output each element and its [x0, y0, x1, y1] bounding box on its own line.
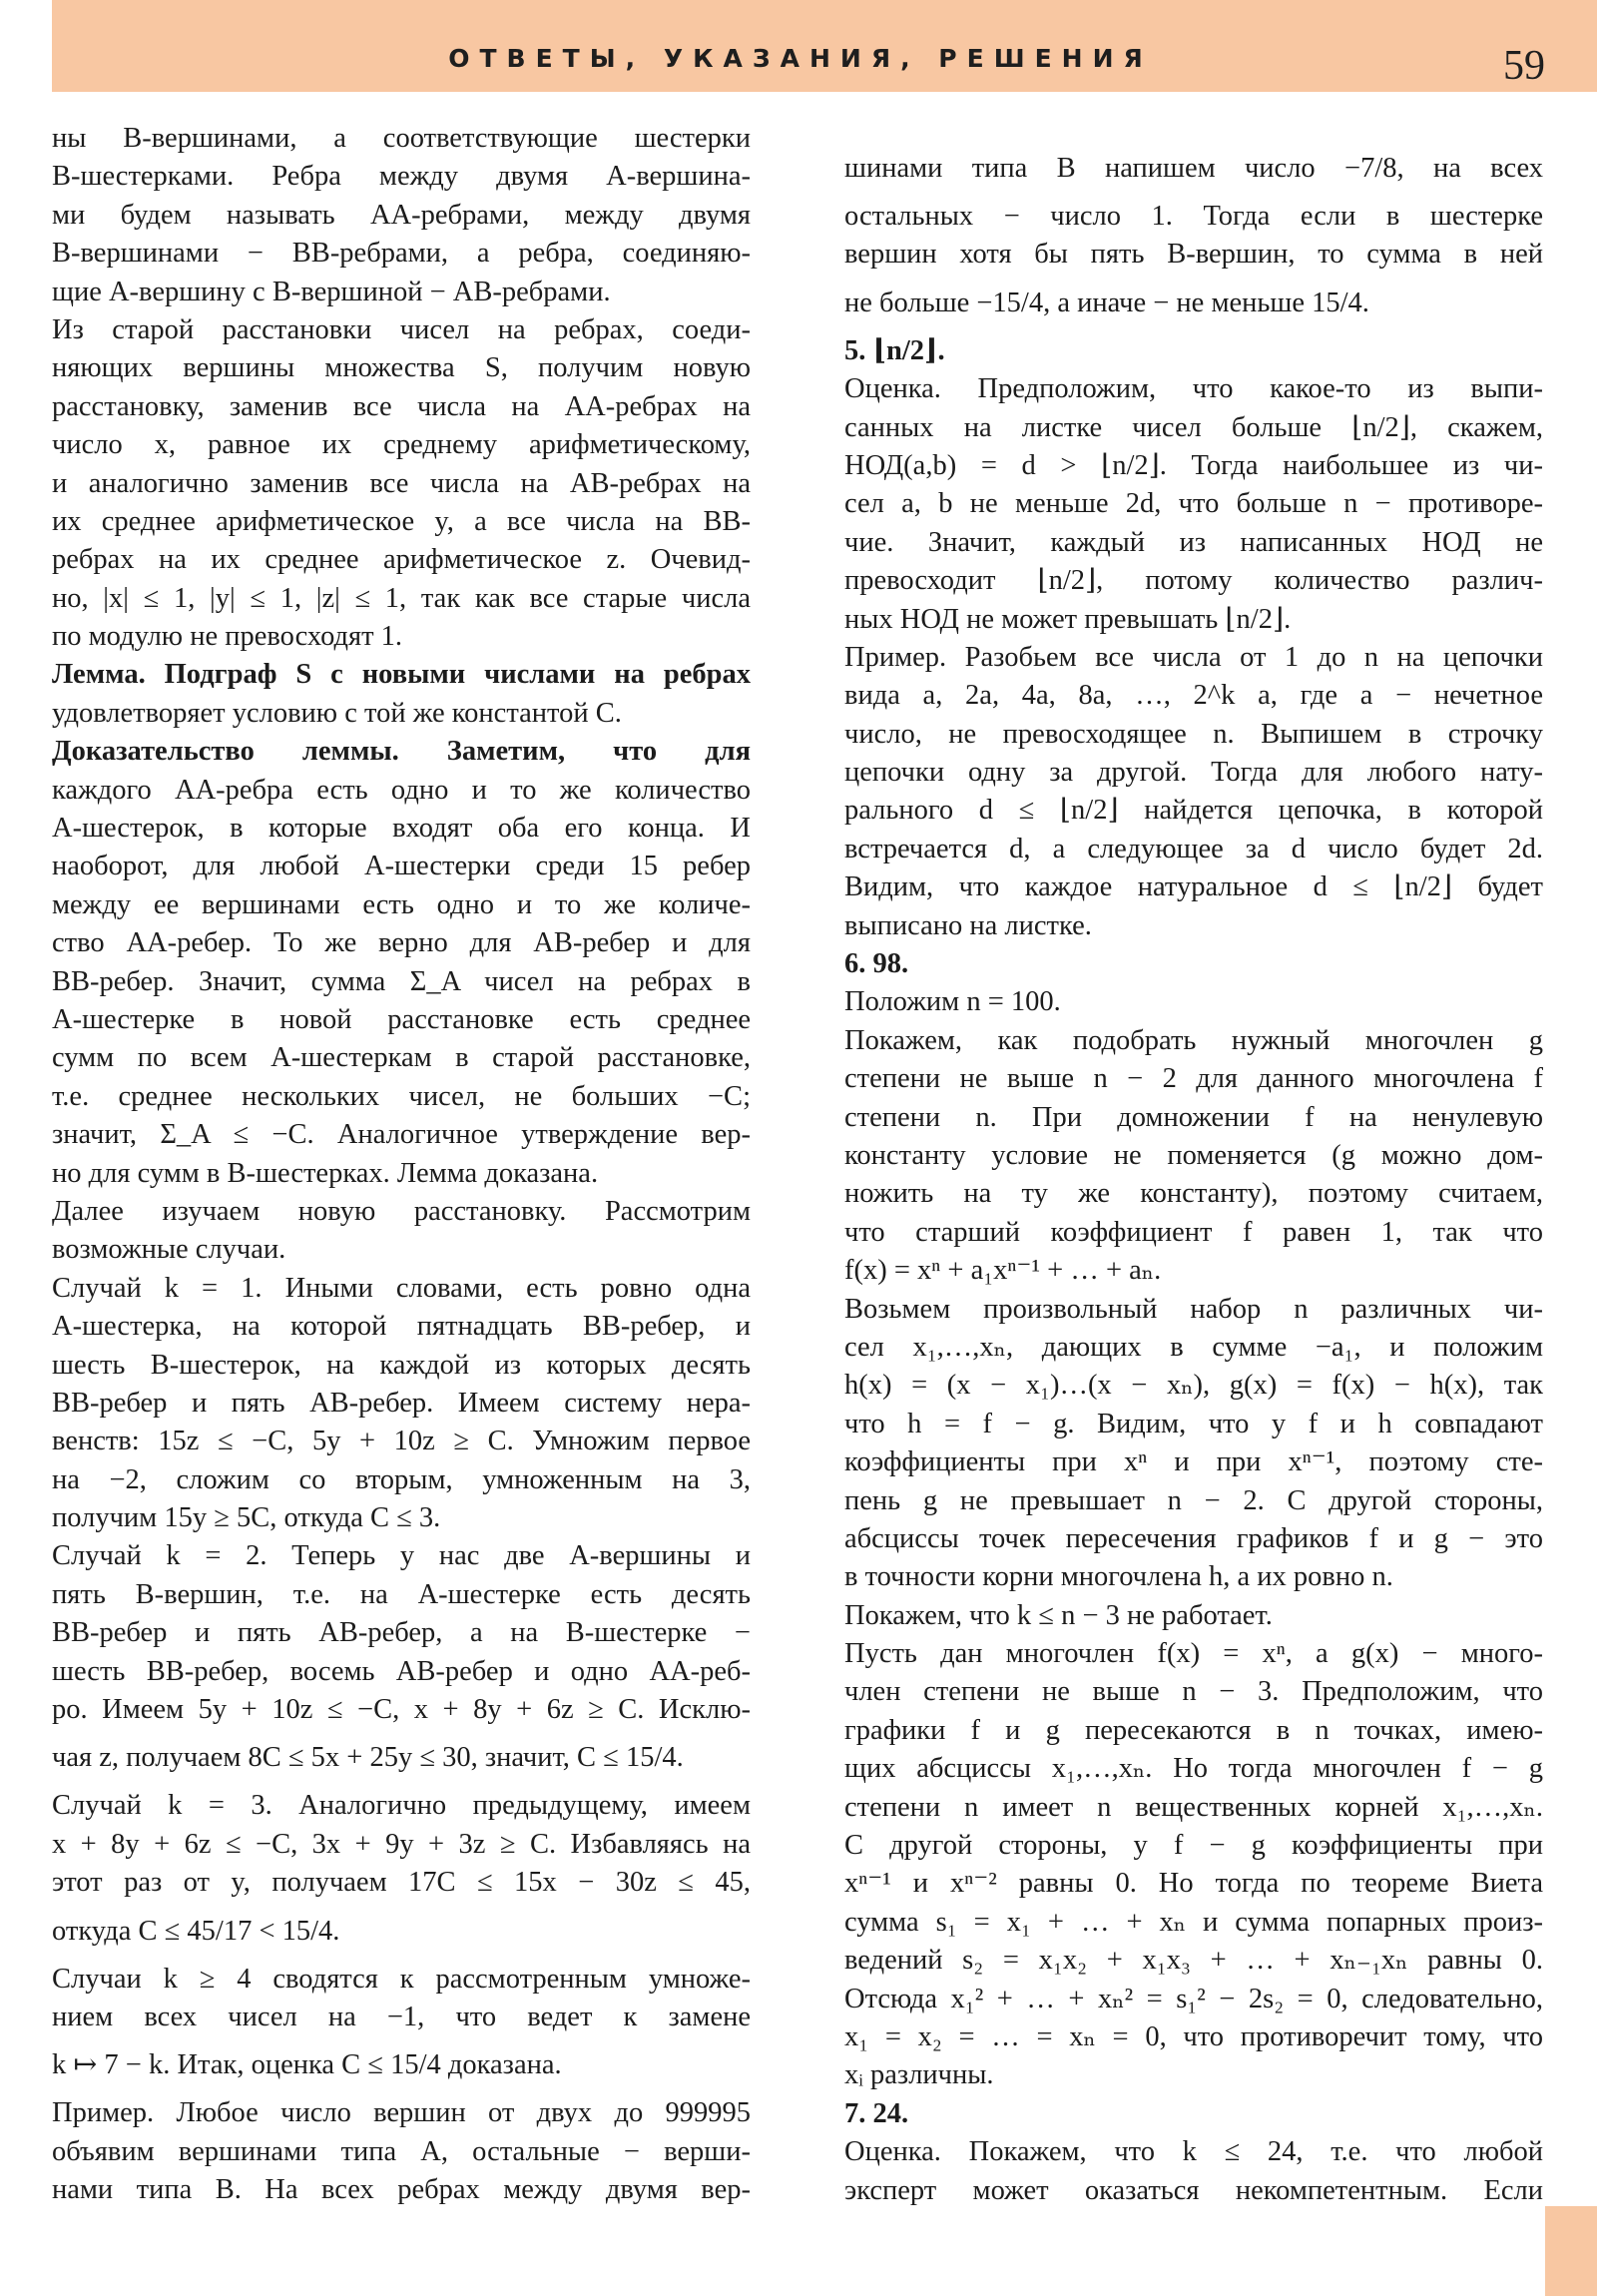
text-line: абсциссы точек пересечения графиков f и g − это [844, 1522, 1543, 1554]
page-header [52, 0, 1597, 92]
text-line: Случай k = 3. Аналогично предыдущему, имеем [52, 1790, 751, 1822]
text-line: Пример. Любое число вершин от двух до 999995 [52, 2097, 751, 2129]
text-line: и аналогично заменив все числа на AB-ребрах на [52, 467, 751, 499]
text-line: сел x₁,…,xₙ, дающих в сумме −a₁, и положим [844, 1331, 1543, 1363]
text-line: BB-ребер и пять AB-ребер. Имеем систему нера- [52, 1387, 751, 1419]
text-line: k ↦ 7 − k. Итак, оценка C ≤ 15/4 доказана. [52, 2049, 562, 2081]
text-line: но для сумм в B-шестерках. Лемма доказана. [52, 1157, 599, 1189]
text-line: объявим вершинами типа A, остальные − верши- [52, 2135, 751, 2167]
text-line: графики f и g пересекаются в n точках, имею- [844, 1714, 1543, 1746]
text-line: BB-ребер и пять AB-ребер, а на B-шестерке − [52, 1617, 751, 1649]
text-line: Далее изучаем новую расстановку. Рассмотрим [52, 1195, 751, 1227]
text-line: 5. ⌊n/2⌋. [844, 334, 945, 366]
text-line: по модулю не превосходят 1. [52, 621, 403, 653]
text-line: степени не выше n − 2 для данного многочлена f [844, 1063, 1543, 1095]
right-column [844, 140, 1543, 2210]
text-line: Отсюда x₁² + … + xₙ² = s₁² − 2s₂ = 0, следовательно, [844, 1983, 1543, 2014]
text-line: xᵢ различны. [844, 2059, 994, 2091]
text-line: пень g не превышает n − 2. С другой стороны, [844, 1484, 1543, 1516]
text-line: не больше −15/4, а иначе − не меньше 15/4. [844, 287, 1369, 318]
text-line: что h = f − g. Видим, что у f и h совпадают [844, 1408, 1543, 1439]
text-line: вида a, 2a, 4a, 8a, …, 2^k a, где a − нечетное [844, 680, 1543, 712]
text-line: Пусть дан многочлен f(x) = xⁿ, а g(x) − много- [844, 1638, 1543, 1670]
text-line: число x, равное их среднему арифметическому, [52, 429, 751, 461]
text-line: расстановку, заменив все числа на AA-ребрах на [52, 390, 751, 422]
text-line: в точности корни многочлена h, а их ровно n. [844, 1561, 1393, 1593]
text-line: Возьмем произвольный набор n различных чи- [844, 1293, 1543, 1325]
text-line: чая z, получаем 8C ≤ 5x + 25y ≤ 30, значит, C ≤ 15/4. [52, 1742, 684, 1774]
text-line: значит, Σ_A ≤ −C. Аналогичное утверждение вер- [52, 1119, 751, 1151]
text-line: Случай k = 2. Теперь у нас две A-вершины и [52, 1540, 751, 1572]
text-line: Лемма. Подграф S с новыми числами на ребрах [52, 659, 751, 691]
text-line: пять B-вершин, т.е. на A-шестерке есть десять [52, 1578, 751, 1610]
text-line: эксперт может оказаться некомпетентным. Если [844, 2174, 1543, 2206]
text-line: вершин хотя бы пять B-вершин, то сумма в ней [844, 239, 1543, 271]
text-line: Оценка. Покажем, что k ≤ 24, т.е. что любой [844, 2136, 1543, 2168]
text-line: что старший коэффициент f равен 1, так что [844, 1216, 1543, 1248]
text-line: нием всех чисел на −1, что ведет к замене [52, 2001, 751, 2032]
text-line: удовлетворяет условию с той же константой C. [52, 697, 622, 729]
corner-tab [1545, 2206, 1597, 2296]
text-line: ребрах на их среднее арифметическое z. Очевид- [52, 544, 751, 576]
text-line: получим 15y ≥ 5C, откуда C ≤ 3. [52, 1502, 441, 1534]
text-line: 7. 24. [844, 2097, 909, 2129]
text-line: BB-ребер. Значит, сумма Σ_A чисел на ребрах в [52, 965, 751, 997]
text-line: возможные случаи. [52, 1234, 286, 1266]
text-line: этот раз от y, получаем 17C ≤ 15x − 30z ≤ 45, [52, 1867, 751, 1899]
text-line: B-шестерками. Ребра между двумя A-вершина- [52, 161, 751, 193]
text-line: сумма s₁ = x₁ + … + xₙ и сумма попарных произ- [844, 1906, 1543, 1938]
text-line: число, не превосходящее n. Выпишем в строчку [844, 718, 1543, 750]
text-line: Доказательство леммы. Заметим, что для [52, 736, 751, 768]
text-line: НОД(a,b) = d > ⌊n/2⌋. Тогда наибольшее из чи- [844, 449, 1543, 481]
text-line: рального d ≤ ⌊n/2⌋ найдется цепочка, в которой [844, 795, 1543, 827]
text-line: 6. 98. [844, 948, 909, 980]
text-line: ро. Имеем 5y + 10z ≤ −C, x + 8y + 6z ≥ C. Исклю- [52, 1694, 751, 1726]
text-line: т.е. среднее нескольких чисел, не больших −C; [52, 1080, 751, 1112]
text-line: щие A-вершину с B-вершиной − AB-ребрами. [52, 276, 611, 307]
text-line: сел a, b не меньше 2d, что больше n − противоре- [844, 488, 1543, 520]
text-line: С другой стороны, у f − g коэффициенты при [844, 1830, 1543, 1862]
text-line: Покажем, что k ≤ n − 3 не работает. [844, 1599, 1273, 1631]
text-line: A-шестерке в новой расстановке есть среднее [52, 1003, 751, 1035]
text-line: их среднее арифметическое y, а все числа на BB- [52, 505, 751, 537]
text-line: Видим, что каждое натуральное d ≤ ⌊n/2⌋ будет [844, 871, 1543, 903]
text-line: Покажем, как подобрать нужный многочлен g [844, 1024, 1543, 1056]
text-line: на −2, сложим со вторым, умноженным на 3, [52, 1463, 751, 1495]
text-line: няющих вершины множества S, получим новую [52, 352, 751, 384]
text-line: между ее вершинами есть одно и то же количе- [52, 888, 751, 920]
text-line: степени n. При домножении f на ненулевую [844, 1101, 1543, 1133]
text-line: ведений s₂ = x₁x₂ + x₁x₃ + … + xₙ₋₁xₙ равны 0. [844, 1945, 1543, 1977]
running-title: ОТВЕТЫ, УКАЗАНИЯ, РЕШЕНИЯ [448, 44, 1153, 73]
page-number: 59 [1503, 43, 1545, 89]
text-line: Пример. Разобьем все числа от 1 до n на цепочки [844, 641, 1543, 673]
text-line: санных на листке чисел больше ⌊n/2⌋, скажем, [844, 411, 1543, 443]
text-line: Из старой расстановки чисел на ребрах, соеди- [52, 313, 751, 345]
text-line: коэффициенты при xⁿ и при xⁿ⁻¹, поэтому сте- [844, 1446, 1543, 1478]
text-line: шесть B-шестерок, на каждой из которых десять [52, 1349, 751, 1381]
text-line: венств: 15z ≤ −C, 5y + 10z ≥ C. Умножим первое [52, 1426, 751, 1457]
text-line: h(x) = (x − x₁)…(x − xₙ), g(x) = f(x) − h(x), так [844, 1370, 1543, 1402]
text-line: откуда C ≤ 45/17 < 15/4. [52, 1915, 340, 1947]
text-line: выписано на листке. [844, 909, 1092, 941]
text-line: член степени не выше n − 3. Предположим, что [844, 1676, 1543, 1708]
text-line: сумм по всем A-шестеркам в старой расстановке, [52, 1042, 751, 1074]
text-line: ных НОД не может превышать ⌊n/2⌋. [844, 603, 1292, 635]
text-line: цепочки одну за другой. Тогда для любого нату- [844, 757, 1543, 789]
text-line: B-вершинами − BB-ребрами, а ребра, соединяю- [52, 238, 751, 270]
text-line: ны B-вершинами, а соответствующие шестерки [52, 123, 751, 154]
text-line: x₁ = x₂ = … = xₙ = 0, что противоречит тому, что [844, 2020, 1543, 2052]
text-line: A-шестерка, на которой пятнадцать BB-ребер, и [52, 1311, 751, 1343]
text-line: A-шестерок, в которые входят оба его конца. И [52, 813, 751, 845]
text-line: шесть BB-ребер, восемь AB-ребер и одно AA-реб- [52, 1655, 751, 1687]
text-line: но, |x| ≤ 1, |y| ≤ 1, |z| ≤ 1, так как все старые числа [52, 582, 751, 614]
left-column [52, 120, 751, 2210]
text-line: Случай k = 1. Иными словами, есть ровно одна [52, 1272, 751, 1304]
text-line: каждого AA-ребра есть одно и то же количество [52, 774, 751, 806]
text-line: константу условие не поменяется (g можно дом- [844, 1139, 1543, 1171]
text-line: щих абсциссы x₁,…,xₙ. Но тогда многочлен f − g [844, 1753, 1543, 1785]
text-line: ножить на ту же константу), поэтому считаем, [844, 1178, 1543, 1210]
text-line: Случаи k ≥ 4 сводятся к рассмотренным умноже- [52, 1963, 751, 1995]
text-line: x + 8y + 6z ≤ −C, 3x + 9y + 3z ≥ C. Избавляясь на [52, 1828, 751, 1860]
text-line: чие. Значит, каждый из написанных НОД не [844, 526, 1543, 558]
text-line: превосходит ⌊n/2⌋, потому количество различ- [844, 565, 1543, 597]
text-line: встречается d, а следующее за d число будет 2d. [844, 833, 1543, 864]
text-line: нами типа B. На всех ребрах между двумя вер- [52, 2174, 751, 2206]
text-line: xⁿ⁻¹ и xⁿ⁻² равны 0. Но тогда по теореме Виета [844, 1868, 1543, 1900]
text-line: ство AA-ребер. То же верно для AB-ребер и для [52, 927, 751, 959]
text-line: f(x) = xⁿ + a₁xⁿ⁻¹ + … + aₙ. [844, 1255, 1162, 1287]
text-line: остальных − число 1. Тогда если в шестерке [844, 201, 1543, 232]
text-line: ми будем называть AA-ребрами, между двумя [52, 199, 751, 231]
text-line: Положим n = 100. [844, 986, 1061, 1018]
text-line: Оценка. Предположим, что какое-то из выпи- [844, 373, 1543, 405]
text-line: шинами типа B напишем число −7/8, на всех [844, 153, 1543, 184]
text-line: степени n имеет n вещественных корней x₁,…,xₙ. [844, 1791, 1543, 1823]
text-line: наоборот, для любой A-шестерки среди 15 ребер [52, 851, 751, 882]
